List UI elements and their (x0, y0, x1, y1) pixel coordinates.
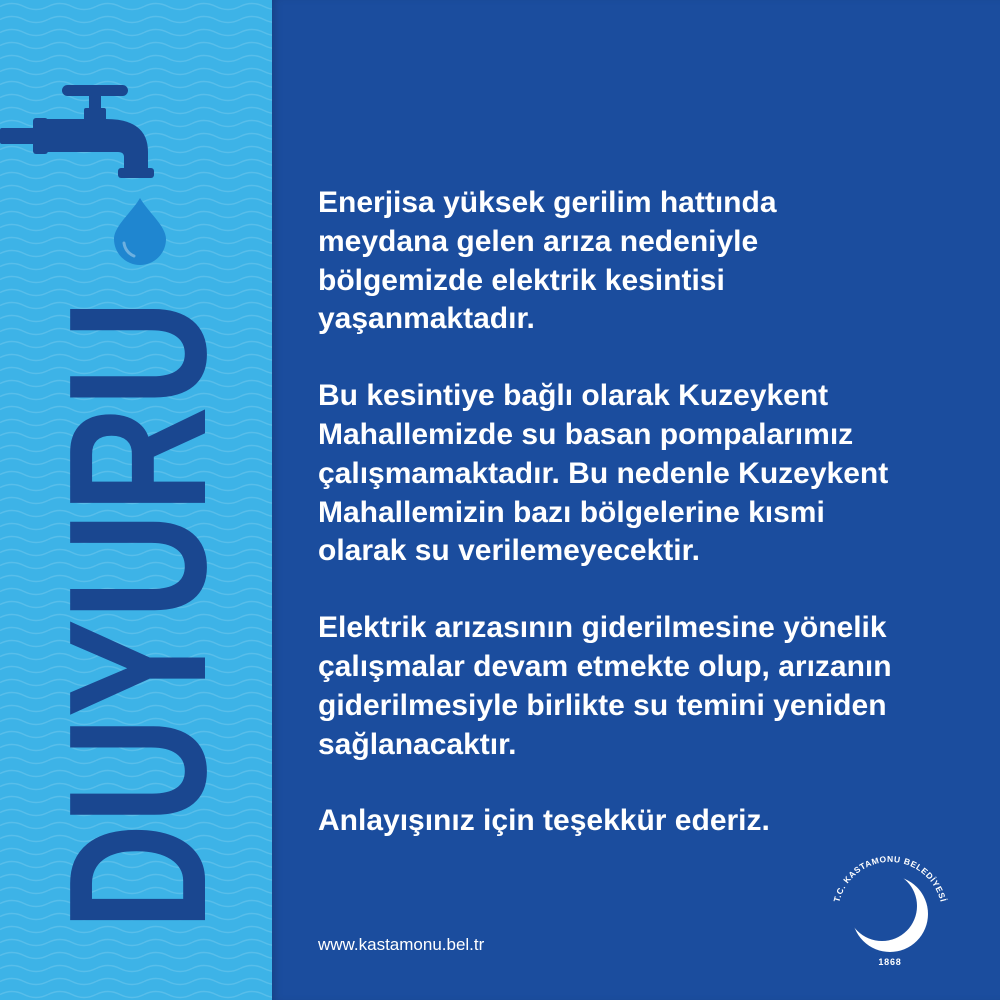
crescent-icon (852, 876, 928, 952)
announcement-paragraph (318, 609, 892, 764)
announcement-line: giderilmesiyle birlikte su temini yeniden (318, 688, 887, 722)
announcement-line: çalışmamaktadır. Bu nedenle Kuzeykent (318, 456, 889, 490)
announcement-body (318, 184, 892, 879)
announcement-line: Enerjisa yüksek gerilim hattında (318, 186, 777, 219)
announcement-line: meydana gelen arıza nedeniyle (318, 224, 759, 258)
announcement-paragraph (318, 184, 892, 339)
announcement-line: Mahallemizde su basan pompalarımız (318, 417, 854, 451)
announcement-line: Elektrik arızasının giderilmesine yönelik (318, 611, 887, 645)
left-artwork (0, 0, 272, 1000)
logo-arc-text: T.C. KASTAMONU BELEDİYESİ (831, 853, 949, 904)
announcement-line: sağlanacaktır. (318, 727, 517, 761)
announcement-title: DUYURU (28, 91, 247, 930)
announcement-line: Anlayışınız için teşekkür ederiz. (318, 804, 770, 838)
announcement-line: Bu kesintiye bağlı olarak Kuzeykent (318, 379, 829, 413)
left-panel (0, 0, 272, 1000)
logo-year: 1868 (878, 957, 902, 967)
announcement-line: olarak su verilemeyecektir. (318, 534, 700, 568)
announcement-line: Mahallemizin bazı bölgelerine kısmi (318, 495, 825, 529)
announcement-line: çalışmalar devam etmekte olup, arızanın (318, 649, 892, 683)
announcement-paragraph (318, 802, 892, 841)
municipality-logo (828, 852, 952, 976)
website-url: www.kastamonu.bel.tr (318, 935, 485, 954)
announcement-paragraph (318, 377, 892, 571)
announcement-line: yaşanmaktadır. (318, 302, 535, 336)
announcement-line: bölgemizde elektrik kesintisi (318, 263, 725, 297)
